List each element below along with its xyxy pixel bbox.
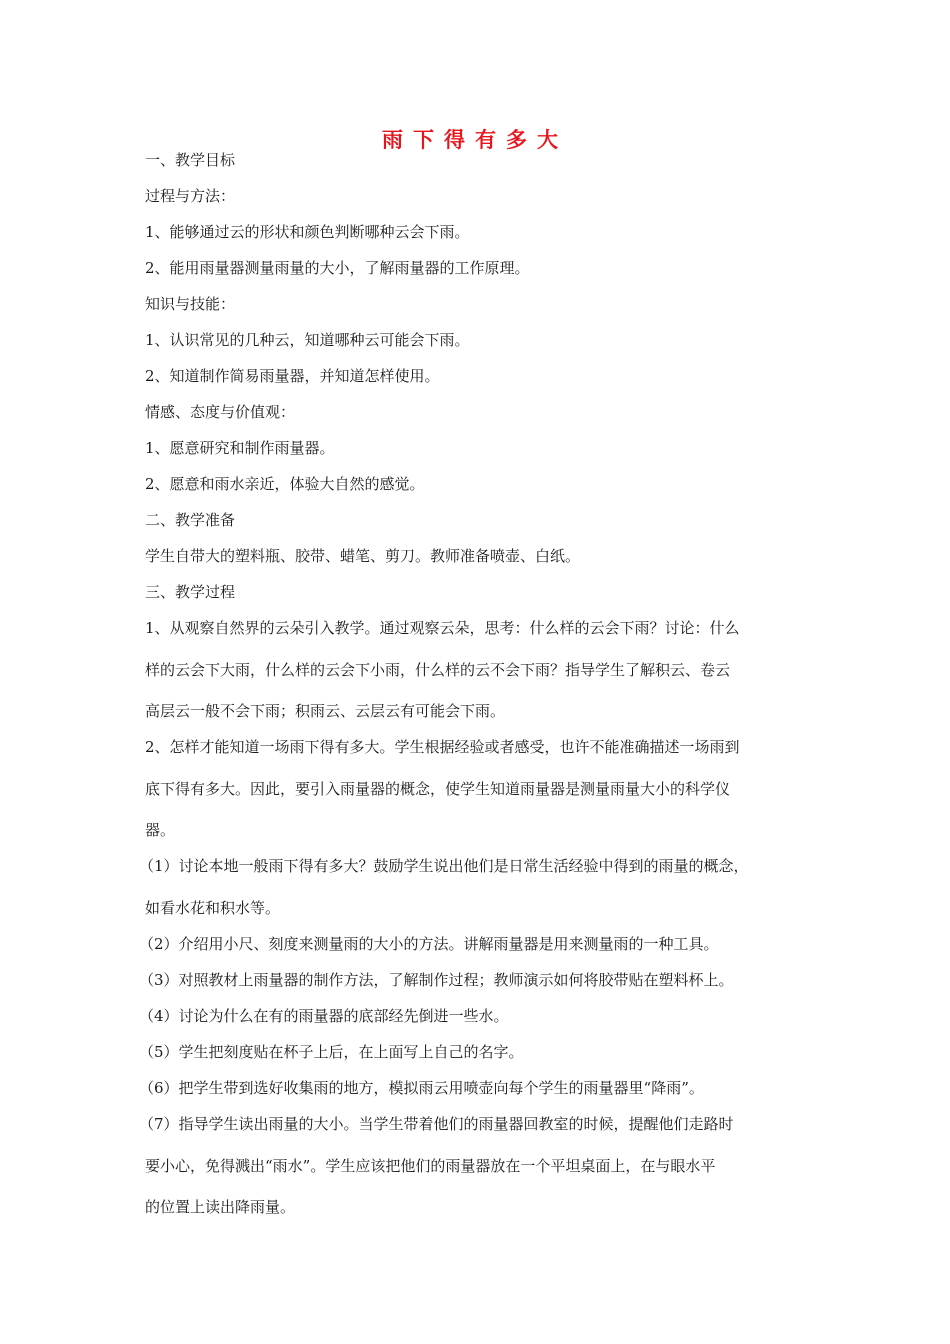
paragraph-line: 样的云会下大雨，什么样的云会下小雨，什么样的云不会下雨？指导学生了解积云、卷云	[145, 661, 731, 679]
paragraph-line: 1、从观察自然界的云朵引入教学。通过观察云朵，思考：什么样的云会下雨？讨论：什么	[145, 619, 740, 637]
subheading: 知识与技能：	[145, 295, 236, 313]
list-item: 1、能够通过云的形状和颜色判断哪种云会下雨。	[145, 223, 470, 241]
paragraph-line: 器。	[145, 821, 176, 839]
subheading: 情感、态度与价值观：	[145, 403, 296, 421]
list-item: 2、能用雨量器测量雨量的大小，了解雨量器的工作原理。	[145, 259, 530, 277]
step-line: 如看水花和积水等。	[145, 899, 281, 917]
document-title: 雨下得有多大	[382, 128, 568, 152]
step-line: （4）讨论为什么在有的雨量器的底部经先倒进一些水。	[139, 1007, 509, 1025]
step-line: 要小心，免得溅出“雨水”。学生应该把他们的雨量器放在一个平坦桌面上，在与眼水平	[145, 1157, 716, 1175]
section-heading: 二、教学准备	[145, 511, 236, 529]
section-heading: 三、教学过程	[145, 583, 236, 601]
paragraph-line: 底下得有多大。因此，要引入雨量器的概念，使学生知道雨量器是测量雨量大小的科学仪	[145, 780, 731, 798]
step-line: （1）讨论本地一般雨下得有多大？鼓励学生说出他们是日常生活经验中得到的雨量的概念，	[139, 857, 749, 875]
list-item: 2、知道制作简易雨量器，并知道怎样使用。	[145, 367, 440, 385]
paragraph-line: 高层云一般不会下雨；积雨云、云层云有可能会下雨。	[145, 702, 506, 720]
step-line: （3）对照教材上雨量器的制作方法，了解制作过程；教师演示如何将胶带贴在塑料杯上。	[139, 971, 734, 989]
list-item: 2、愿意和雨水亲近，体验大自然的感觉。	[145, 475, 425, 493]
step-line: （6）把学生带到选好收集雨的地方，模拟雨云用喷壶向每个学生的雨量器里“降雨”。	[139, 1079, 704, 1097]
list-item: 1、愿意研究和制作雨量器。	[145, 439, 335, 457]
step-line: 的位置上读出降雨量。	[145, 1198, 296, 1216]
document-body	[139, 150, 825, 1230]
step-line: （7）指导学生读出雨量的大小。当学生带着他们的雨量器回教室的时候，提醒他们走路时	[139, 1115, 734, 1133]
step-line: （2）介绍用小尺、刻度来测量雨的大小的方法。讲解雨量器是用来测量雨的一种工具。	[139, 935, 719, 953]
subheading: 过程与方法：	[145, 187, 236, 205]
step-line: （5）学生把刻度贴在杯子上后，在上面写上自己的名字。	[139, 1043, 524, 1061]
paragraph-line: 学生自带大的塑料瓶、胶带、蜡笔、剪刀。教师准备喷壶、白纸。	[145, 547, 581, 565]
list-item: 1、认识常见的几种云，知道哪种云可能会下雨。	[145, 331, 470, 349]
section-heading: 一、教学目标	[145, 151, 236, 169]
paragraph-line: 2、怎样才能知道一场雨下得有多大。学生根据经验或者感受，也许不能准确描述一场雨到	[145, 738, 740, 756]
